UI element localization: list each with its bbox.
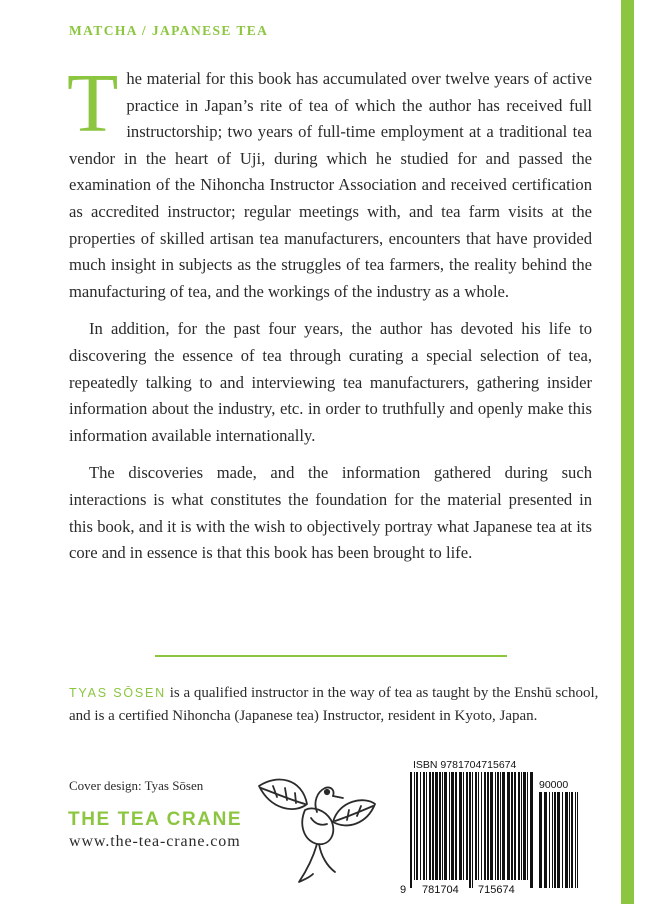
barcode-bar bbox=[423, 772, 425, 880]
barcode-box bbox=[400, 754, 614, 896]
addon-barcode-bars bbox=[539, 792, 578, 888]
barcode-bar bbox=[557, 792, 560, 888]
description-body bbox=[67, 57, 592, 578]
barcode-bar bbox=[500, 772, 501, 880]
barcode-bar bbox=[490, 772, 493, 880]
category-header: MATCHA / JAPANESE TEA bbox=[69, 23, 269, 38]
barcode-bar bbox=[549, 792, 550, 888]
barcode-bar bbox=[475, 772, 477, 880]
barcode-bar bbox=[410, 772, 412, 888]
cover-design-credit: Cover design: Tyas Sōsen bbox=[69, 778, 204, 793]
isbn-label: ISBN 9781704715674 bbox=[413, 759, 517, 771]
barcode-bar bbox=[530, 772, 533, 888]
barcode-bar bbox=[521, 772, 522, 880]
author-bio bbox=[69, 682, 609, 728]
barcode-bar bbox=[484, 772, 486, 880]
barcode-digit-first: 9 bbox=[400, 884, 407, 896]
barcode-bar bbox=[569, 792, 570, 888]
barcode-bar bbox=[442, 772, 443, 880]
section-divider bbox=[155, 655, 507, 657]
barcode-bar bbox=[455, 772, 457, 880]
barcode-bar bbox=[554, 792, 556, 888]
barcode-bar bbox=[429, 772, 431, 880]
paragraph-1-text: he material for this book has accumulated over twelve years of active practice in Japan’s rite of tea of which the author has received full instructorship; two years of full-time employment at a traditional tea vendor in the heart of Uji, during which he studied for and passed the examination of the Nihoncha Instructor Association and received certification as accredited instructor; regular meetings with, and tea farm visits at the properties of skilled artisan tea manufacturers, encounters that have provided much insight in subjects as the struggles of tea farmers, the reality behind the manufacturing of tea, and the workings of the industry as a whole. bbox=[69, 69, 592, 301]
barcode-bar bbox=[459, 772, 462, 880]
barcode-bar bbox=[514, 772, 516, 880]
paragraph-2: In addition, for the past four years, the author has devoted his life to discovering the essence of tea through curating a special selection of tea, repeatedly talking to and interviewing tea manufacturers, gathering insider information about the industry, etc. in order to truthfully and openly make this information available internationally. bbox=[69, 319, 592, 445]
barcode-bar bbox=[472, 772, 473, 888]
barcode-bar bbox=[527, 772, 528, 880]
barcode-bar bbox=[426, 772, 427, 880]
barcode-bar bbox=[565, 792, 568, 888]
barcode-bar bbox=[439, 772, 441, 880]
drop-cap: T bbox=[67, 57, 119, 150]
barcode-bar bbox=[487, 772, 489, 880]
publisher-url[interactable]: www.the-tea-crane.com bbox=[69, 833, 241, 850]
barcode-bar bbox=[552, 792, 553, 888]
barcode-bar bbox=[449, 772, 450, 880]
barcode-bar bbox=[562, 792, 563, 888]
barcode-digits-group-2: 715674 bbox=[478, 884, 515, 896]
barcode-bar bbox=[571, 792, 573, 888]
barcode-bar bbox=[502, 772, 505, 880]
price-code: 90000 bbox=[539, 779, 569, 791]
author-name: TYAS SŌSEN bbox=[69, 686, 166, 700]
main-barcode-bars bbox=[410, 772, 533, 888]
barcode-bar bbox=[539, 792, 542, 888]
barcode-digits-group-1: 781704 bbox=[422, 884, 459, 896]
isbn-barcode bbox=[400, 754, 614, 896]
barcode-bar bbox=[511, 772, 513, 880]
barcode-bar bbox=[478, 772, 479, 880]
barcode-bar bbox=[495, 772, 496, 880]
barcode-bar bbox=[463, 772, 464, 880]
barcode-bar bbox=[577, 792, 578, 888]
barcode-bar bbox=[575, 792, 576, 888]
barcode-bar bbox=[416, 772, 418, 880]
author-bio-text: is a qualified instructor in the way of tea as taught by the Enshū school, and is a certified Nihoncha (Japanese tea) Instructor, resident in Kyoto, Japan. bbox=[69, 685, 599, 724]
right-accent-bar bbox=[621, 0, 634, 904]
barcode-bar bbox=[497, 772, 499, 880]
barcode-bar bbox=[466, 772, 468, 880]
tea-crane-logo-icon bbox=[247, 766, 387, 896]
barcode-bar bbox=[444, 772, 447, 880]
barcode-bar bbox=[432, 772, 434, 880]
barcode-bar bbox=[414, 772, 415, 880]
paragraph-3: The discoveries made, and the information gathered during such interactions is what constitutes the foundation for the material presented in this book, and it is with the wish to objectively portray what Japanese tea at its core and in essence is that this book has been brought to life. bbox=[69, 463, 592, 563]
barcode-bar bbox=[469, 772, 471, 888]
barcode-bar bbox=[507, 772, 510, 880]
barcode-bar bbox=[544, 792, 547, 888]
barcode-bar bbox=[523, 772, 526, 880]
barcode-bar bbox=[420, 772, 421, 880]
barcode-bar bbox=[481, 772, 482, 880]
barcode-bar bbox=[451, 772, 454, 880]
barcode-bar bbox=[518, 772, 520, 880]
paragraph-1 bbox=[67, 57, 592, 305]
publisher-name: THE TEA CRANE bbox=[68, 809, 243, 830]
barcode-bar bbox=[435, 772, 438, 880]
